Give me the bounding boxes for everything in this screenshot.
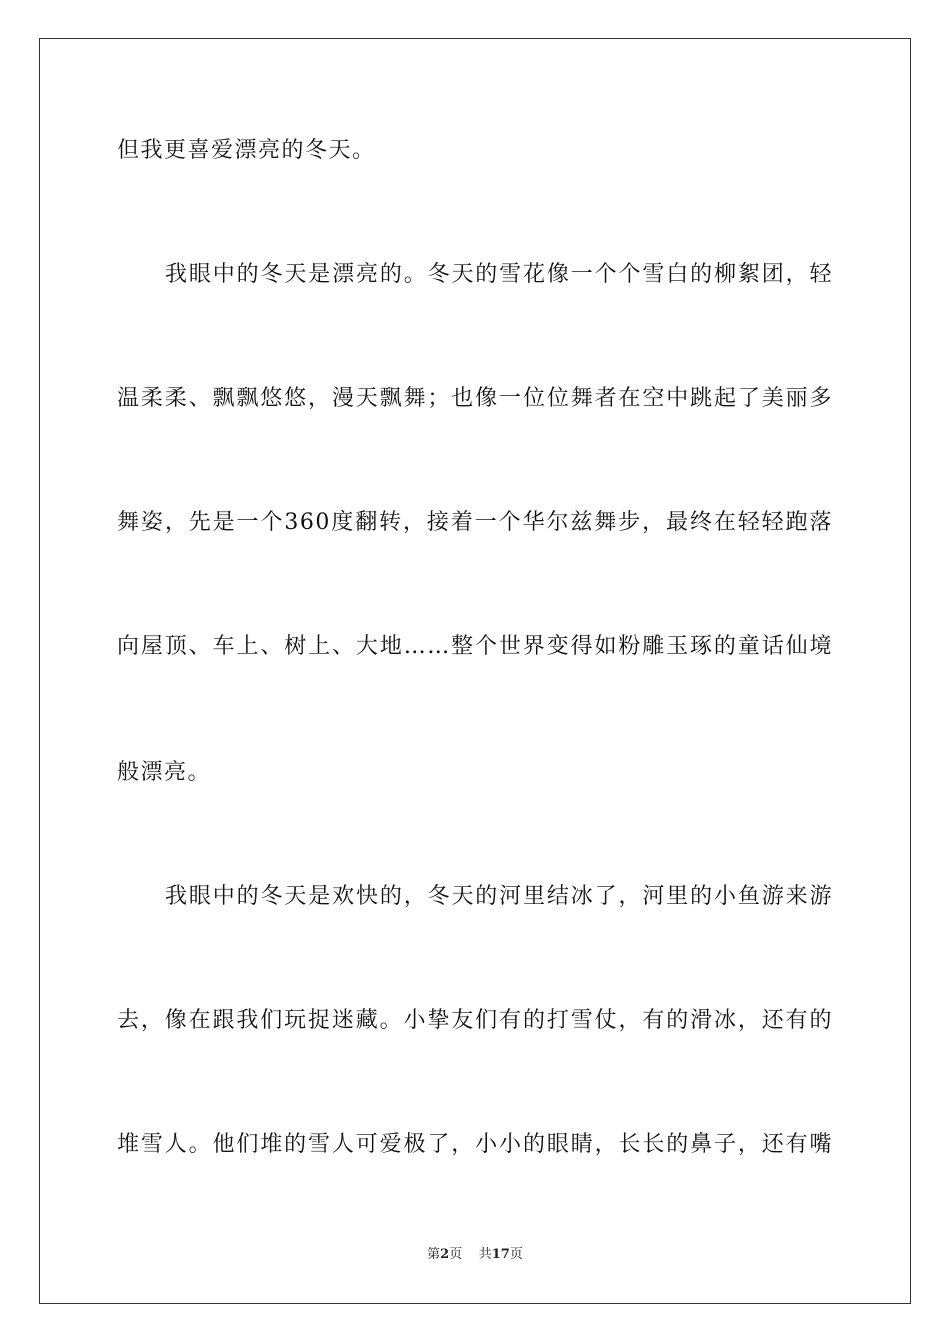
total-prefix: 共 xyxy=(478,1247,492,1262)
text-line-7: 我眼中的冬天是欢快的，冬天的河里结冰了，河里的小鱼游来游 xyxy=(165,884,833,909)
text-line-8: 去，像在跟我们玩捉迷藏。小挚友们有的打雪仗，有的滑冰，还有的 xyxy=(117,1008,833,1033)
text-line-5: 向屋顶、车上、树上、大地……整个世界变得如粉雕玉琢的童话仙境 xyxy=(117,634,833,659)
text-line-1: 但我更喜爱漂亮的冬天。 xyxy=(117,138,376,163)
page-border xyxy=(39,38,911,1304)
page-suffix: 页 xyxy=(449,1247,463,1262)
text-line-9: 堆雪人。他们堆的雪人可爱极了，小小的眼睛，长长的鼻子，还有嘴 xyxy=(117,1132,833,1157)
page-footer xyxy=(0,1247,950,1263)
total-pages: 17 xyxy=(491,1247,510,1262)
total-suffix: 页 xyxy=(509,1247,523,1262)
text-line-2: 我眼中的冬天是漂亮的。冬天的雪花像一个个雪白的柳絮团，轻 xyxy=(165,262,833,287)
text-line-6: 般漂亮。 xyxy=(117,760,212,785)
text-line-4: 舞姿，先是一个360度翻转，接着一个华尔兹舞步，最终在轻轻跑落 xyxy=(117,510,833,535)
page-number: 2 xyxy=(440,1247,450,1262)
text-line-3: 温柔柔、飘飘悠悠，漫天飘舞；也像一位位舞者在空中跳起了美丽多 xyxy=(117,386,833,411)
page-prefix: 第 xyxy=(427,1247,441,1262)
